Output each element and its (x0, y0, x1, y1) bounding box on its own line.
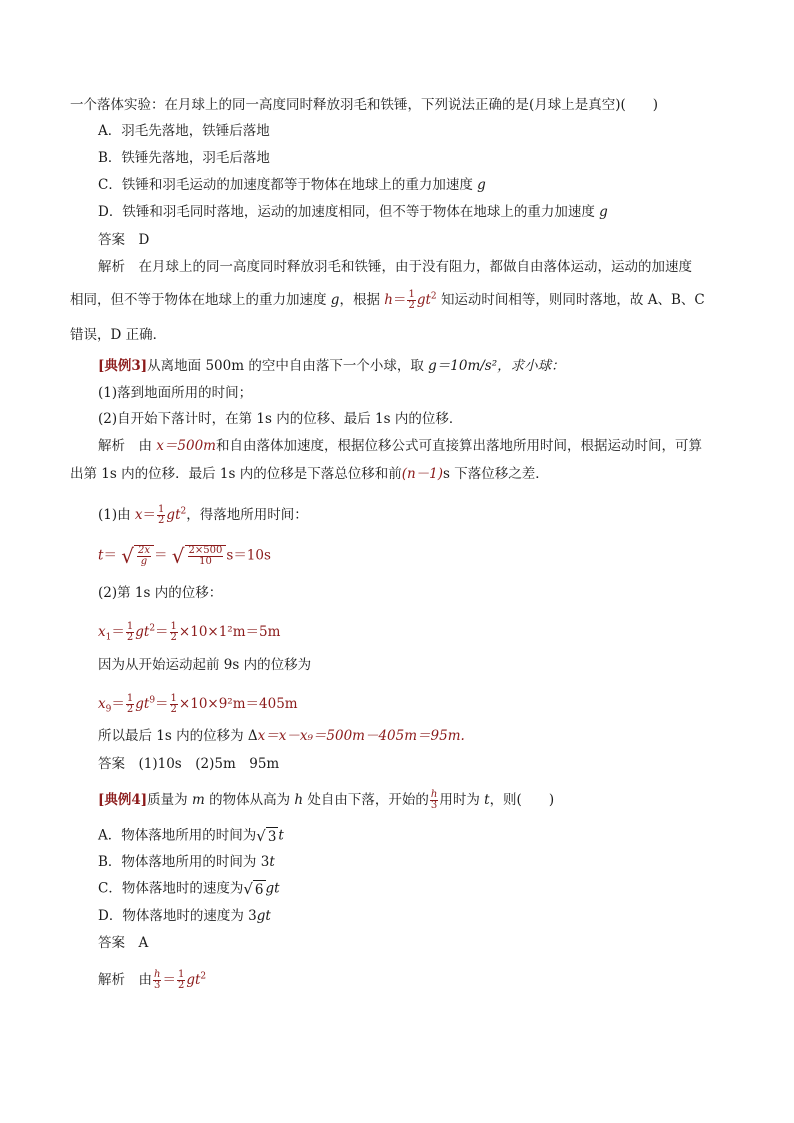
ex4-option-c: C．物体落地时的速度为√ 6 gt (98, 880, 280, 898)
q1-answer: 答案 D (98, 232, 150, 248)
sqrt-numeric: √ $\frac{2\times 500}{10}$ (172, 545, 227, 567)
solution-step1: (1)由 x＝ $\frac{1}{2}$ $gt^2$，得落地所用时间： (98, 504, 308, 526)
example-3-sub2: (2)自开始下落计时，在第 1s 内的位移、最后 1s 内的位移． (98, 411, 463, 427)
solution-step3: 因为从开始运动起前 9s 内的位移为 (98, 657, 312, 673)
solution-step4: 所以最后 1s 内的位移为 Δx＝x－x₉＝500m－405m＝95m. (98, 728, 465, 744)
solution-time-formula: t＝ √ $\frac{2x}{g}$ ＝ √ $\frac{2\times 500}{10}$ s＝10s (98, 544, 271, 568)
sqrt-2x-over-g: √ $\frac{2x}{g}$ (121, 545, 154, 567)
formula-h: h (384, 292, 393, 308)
example-4-answer: 答案 A (98, 935, 149, 951)
ex4-option-a: A．物体落地所用的时间为√ 3 t (98, 827, 284, 845)
solution-step2: (2)第 1s 内的位移： (98, 585, 223, 601)
ex4-option-d: D．物体落地时的速度为 3gt (98, 908, 271, 924)
question-1-stem: 一个落体实验：在月球上的同一高度同时释放羽毛和铁锤，下列说法正确的是(月球上是真空)( ) (70, 97, 659, 113)
solution-x9: $x_9=$ $\frac{1}{2}$ $gt^9=$ $\frac{1}{2}$ ×10×9²m＝405m (98, 693, 298, 715)
example-3-analysis-line2: 出第 1s 内的位移．最后 1s 内的位移是下落总位移和前(n－1)s 下落位移之差． (70, 466, 549, 482)
q1-option-c: C．铁锤和羽毛运动的加速度都等于物体在地球上的重力加速度 g (98, 177, 486, 193)
solution-x1: $x_1=$ $\frac{1}{2}$ $gt^2=$ $\frac{1}{2}$ ×10×1²m＝5m (98, 621, 281, 643)
q1-analysis-line3: 错误，D 正确． (70, 327, 167, 343)
example-3-sub1: (1)落到地面所用的时间； (98, 385, 253, 401)
example-4-stem: [典例4]质量为 m 的物体从高为 h 处自由下落，开始的 $\frac{h}{3}$ 用时为 t，则( ) (98, 789, 555, 811)
example-3-analysis-line1: 解析 由 x＝500m和自由落体加速度，根据位移公式可直接算出落地所用时间，根据运动时间，可算 (98, 438, 702, 454)
q1-option-b: B．铁锤先落地，羽毛后落地 (98, 150, 270, 166)
ex4-option-b: B．物体落地所用的时间为 3t (98, 854, 275, 870)
q1-analysis-line1: 解析 在月球上的同一高度同时释放羽毛和铁锤，由于没有阻力，都做自由落体运动，运动的加速度 (98, 259, 692, 275)
example-3-stem: [典例3]从离地面 500m 的空中自由落下一个小球，取 g＝10m/s²，求小球： (98, 358, 565, 374)
example-3-answer: 答案 (1)10s (2)5m 95m (98, 756, 280, 772)
example-4-analysis: 解析 由 $\frac{h}{3}$ ＝ $\frac{1}{2}$ $gt^2$ (98, 969, 207, 991)
q1-option-d: D．铁锤和羽毛同时落地，运动的加速度相同，但不等于物体在地球上的重力加速度 g (98, 204, 608, 220)
q1-option-a: A．羽毛先落地，铁锤后落地 (98, 123, 270, 139)
q1-analysis-line2: 相同，但不等于物体在地球上的重力加速度 g，根据 h＝ $\frac{1}{2}$ $gt^2$ 知运动时间相等，则同时落地，故 A、B、C (70, 289, 705, 311)
fraction-half: $\frac{1}{2}$ (408, 289, 415, 311)
